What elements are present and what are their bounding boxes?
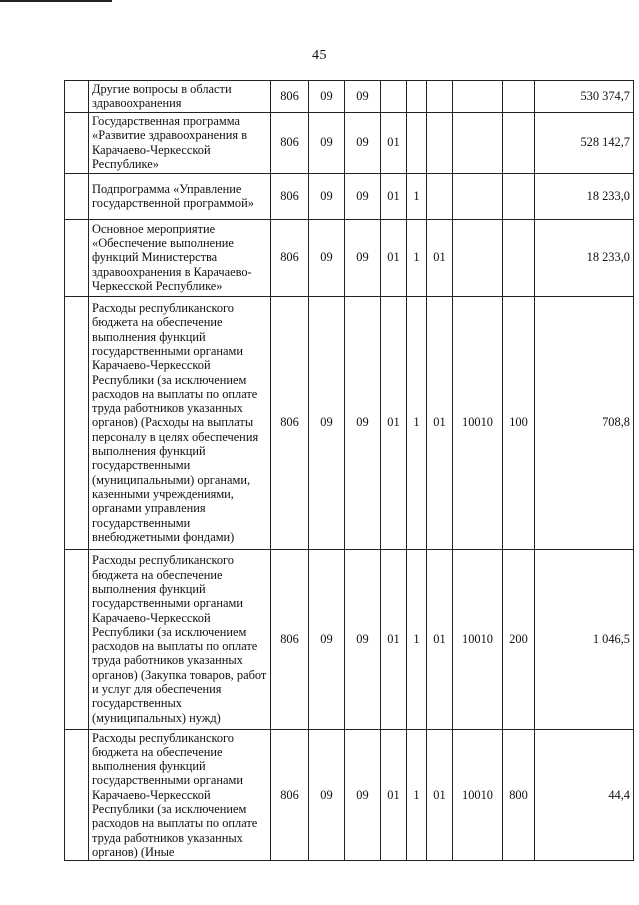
expense-type-code: 100 [503, 296, 535, 549]
subprogram-code: 1 [407, 173, 427, 219]
subsection-code: 09 [345, 549, 381, 729]
amount: 1 046,5 [535, 549, 634, 729]
activity-code [427, 81, 453, 113]
ministry-code: 806 [271, 112, 309, 173]
activity-code: 01 [427, 296, 453, 549]
blank-cell [65, 219, 89, 296]
row-name: Другие вопросы в области здравоохранения [89, 81, 271, 113]
section-code: 09 [309, 549, 345, 729]
blank-cell [65, 549, 89, 729]
subsection-code: 09 [345, 296, 381, 549]
table-row [65, 81, 634, 113]
corner-rule [0, 0, 112, 2]
direction-code [453, 173, 503, 219]
table-row [65, 219, 634, 296]
expense-type-code: 800 [503, 729, 535, 861]
subsection-code: 09 [345, 81, 381, 113]
program-code: 01 [381, 219, 407, 296]
section-code: 09 [309, 173, 345, 219]
subsection-code: 09 [345, 173, 381, 219]
direction-code: 10010 [453, 296, 503, 549]
row-name: Расходы республиканского бюджета на обеспечение выполнения функций государственными органами Карачаево-Черкесской Республики (за исключением расходов на выплаты по оплате труда работников указанных органов) (Иные [89, 729, 271, 861]
direction-code: 10010 [453, 549, 503, 729]
ministry-code: 806 [271, 296, 309, 549]
program-code: 01 [381, 296, 407, 549]
expense-type-code [503, 112, 535, 173]
subprogram-code [407, 81, 427, 113]
blank-cell [65, 112, 89, 173]
ministry-code: 806 [271, 729, 309, 861]
section-code: 09 [309, 112, 345, 173]
subprogram-code: 1 [407, 296, 427, 549]
expense-type-code: 200 [503, 549, 535, 729]
blank-cell [65, 729, 89, 861]
table-row [65, 173, 634, 219]
activity-code [427, 112, 453, 173]
ministry-code: 806 [271, 219, 309, 296]
direction-code [453, 81, 503, 113]
subsection-code: 09 [345, 219, 381, 296]
program-code: 01 [381, 729, 407, 861]
row-name: Расходы республиканского бюджета на обеспечение выполнения функций государственными органами Карачаево-Черкесской Республики (за исключением расходов на выплаты по оплате труда работников указанных органов) (Закупка товаров, работ и услуг для обеспечения государственных (муниципальных) нужд) [89, 549, 271, 729]
ministry-code: 806 [271, 81, 309, 113]
program-code [381, 81, 407, 113]
subprogram-code [407, 112, 427, 173]
direction-code: 10010 [453, 729, 503, 861]
blank-cell [65, 81, 89, 113]
ministry-code: 806 [271, 173, 309, 219]
activity-code: 01 [427, 549, 453, 729]
activity-code: 01 [427, 219, 453, 296]
subprogram-code: 1 [407, 549, 427, 729]
program-code: 01 [381, 112, 407, 173]
direction-code [453, 219, 503, 296]
section-code: 09 [309, 81, 345, 113]
subsection-code: 09 [345, 729, 381, 861]
expense-type-code [503, 219, 535, 296]
subprogram-code: 1 [407, 219, 427, 296]
table-row [65, 729, 634, 861]
table-row [65, 549, 634, 729]
page-number: 45 [312, 48, 327, 63]
table-row [65, 296, 634, 549]
activity-code [427, 173, 453, 219]
direction-code [453, 112, 503, 173]
expense-type-code [503, 173, 535, 219]
section-code: 09 [309, 296, 345, 549]
amount: 708,8 [535, 296, 634, 549]
section-code: 09 [309, 219, 345, 296]
amount: 44,4 [535, 729, 634, 861]
row-name: Расходы республиканского бюджета на обеспечение выполнения функций государственными органами Карачаево-Черкесской Республики (за исключением расходов на выплаты по оплате труда работников указанных органов) (Расходы на выплаты персоналу в целях обеспечения выполнения функций государственными (муниципальными) органами, казенными учреждениями, органами управления государственными внебюджетными фондами) [89, 296, 271, 549]
subprogram-code: 1 [407, 729, 427, 861]
row-name: Основное мероприятие «Обеспечение выполнение функций Министерства здравоохранения в Карачаево-Черкесской Республике» [89, 219, 271, 296]
activity-code: 01 [427, 729, 453, 861]
row-name: Подпрограмма «Управление государственной программой» [89, 173, 271, 219]
subsection-code: 09 [345, 112, 381, 173]
budget-table [64, 80, 634, 861]
ministry-code: 806 [271, 549, 309, 729]
row-name: Государственная программа «Развитие здравоохранения в Карачаево-Черкесской Республике» [89, 112, 271, 173]
amount: 18 233,0 [535, 219, 634, 296]
program-code: 01 [381, 549, 407, 729]
section-code: 09 [309, 729, 345, 861]
amount: 530 374,7 [535, 81, 634, 113]
blank-cell [65, 173, 89, 219]
program-code: 01 [381, 173, 407, 219]
amount: 528 142,7 [535, 112, 634, 173]
expense-type-code [503, 81, 535, 113]
amount: 18 233,0 [535, 173, 634, 219]
blank-cell [65, 296, 89, 549]
table-row [65, 112, 634, 173]
